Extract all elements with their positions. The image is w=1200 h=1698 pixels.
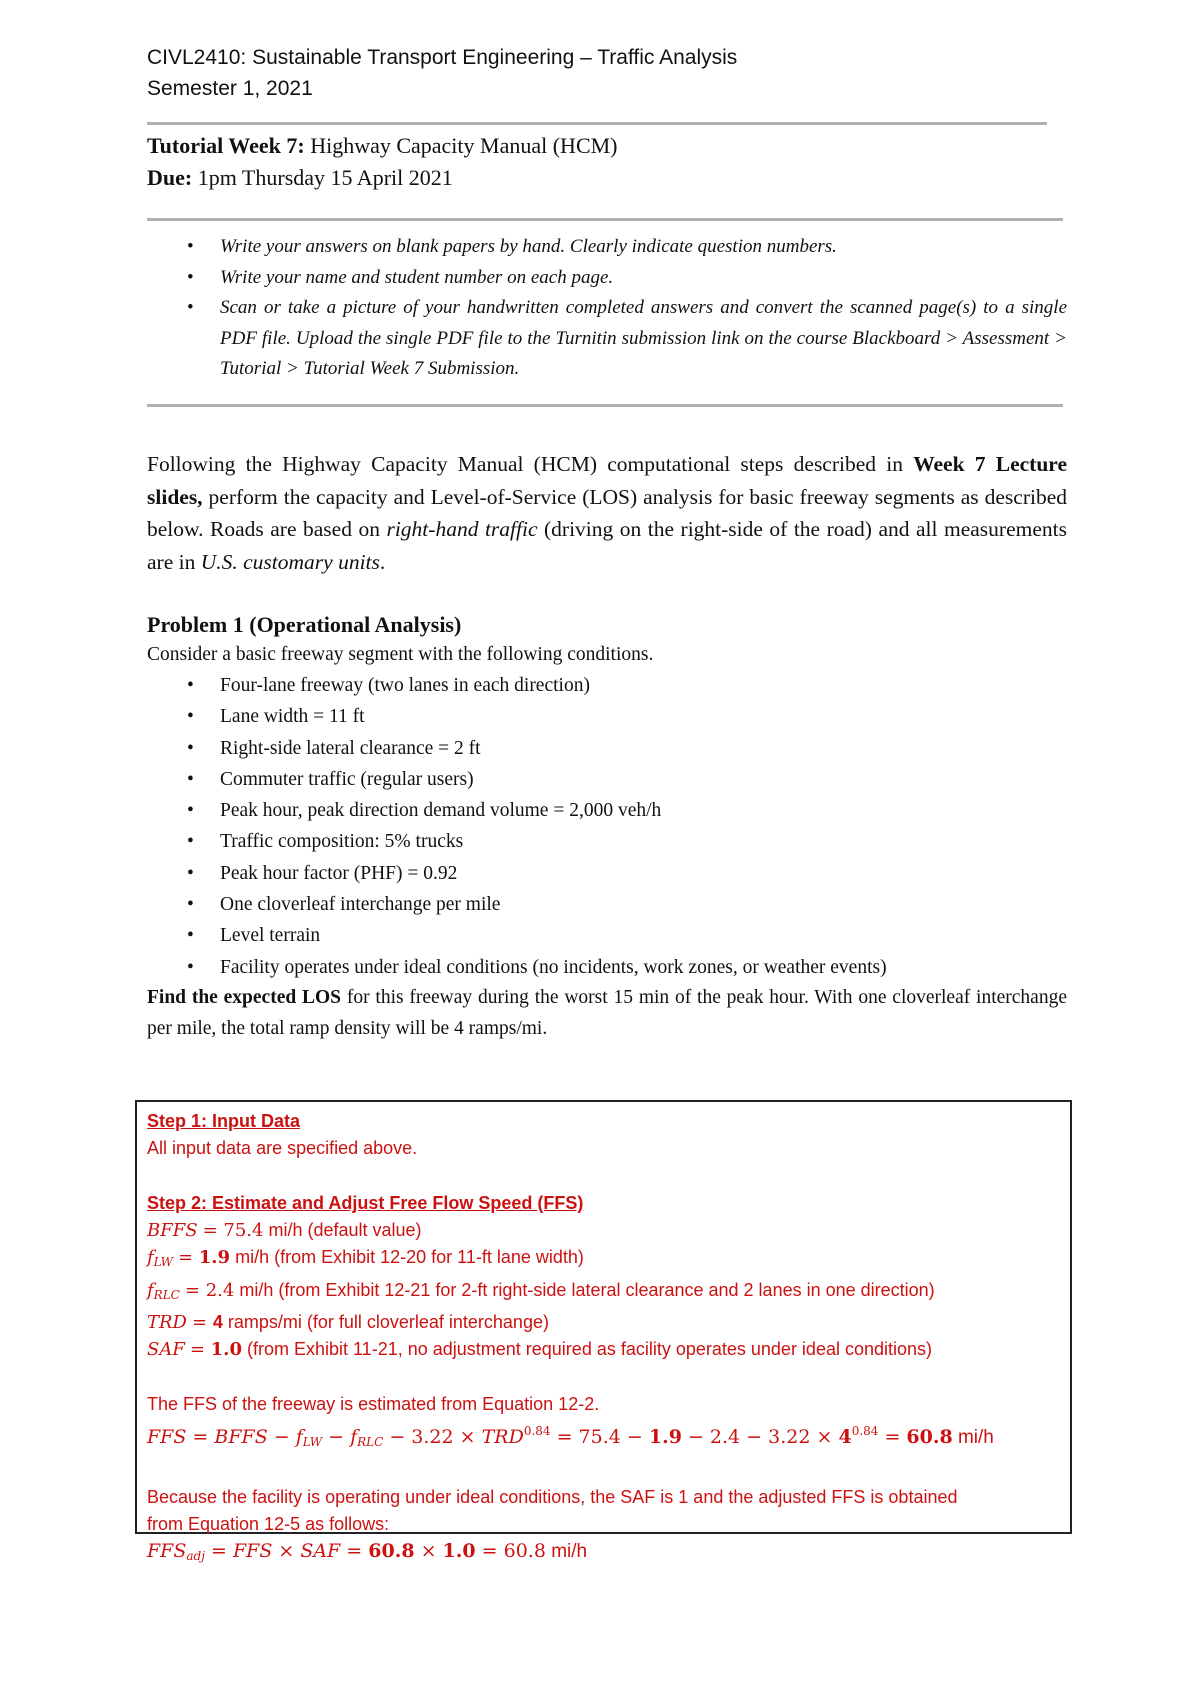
saf-note: (from Exhibit 11-21, no adjustment required as facility operates under ideal conditions) bbox=[241, 1339, 933, 1360]
ffs-unit: mi/h bbox=[952, 1427, 994, 1449]
conditions-list bbox=[147, 670, 1067, 983]
divider-instructions-bottom bbox=[147, 404, 1063, 407]
condition-item: • Facility operates under ideal conditions (no incidents, work zones, or weather events) bbox=[147, 952, 1067, 983]
condition-item: • Commuter traffic (regular users) bbox=[147, 764, 1067, 795]
course-title: CIVL2410: Sustainable Transport Engineering – Traffic Analysis bbox=[147, 46, 738, 69]
tutorial-block bbox=[147, 130, 618, 194]
saf-line: SAF = 1.0 (from Exhibit 11-21, no adjustment required as facility operates under ideal conditions) bbox=[147, 1339, 933, 1361]
due-date: Due: 1pm Thursday 15 April 2021 bbox=[147, 165, 453, 190]
bffs-line: BFFS = 75.4 mi/h (default value) bbox=[147, 1220, 422, 1242]
problem-lead: Consider a basic freeway segment with the following conditions. bbox=[147, 644, 654, 665]
step1-heading: Step 1: Input Data bbox=[147, 1111, 301, 1131]
saf-value: 1.0 bbox=[210, 1339, 242, 1361]
condition-item: • Level terrain bbox=[147, 920, 1067, 951]
condition-item: • Peak hour factor (PHF) = 0.92 bbox=[147, 858, 1067, 889]
semester: Semester 1, 2021 bbox=[147, 77, 313, 100]
tutorial-title: Tutorial Week 7: Highway Capacity Manual (HCM) bbox=[147, 133, 618, 158]
step1-text: All input data are specified above. bbox=[147, 1138, 418, 1159]
course-header bbox=[147, 42, 737, 104]
condition-item: • Four-lane freeway (two lanes in each direction) bbox=[147, 670, 1067, 701]
intro-paragraph: Following the Highway Capacity Manual (HCM) computational steps described in Week 7 Lecture slides, perform the capacity and Level-of-Service (LOS) analysis for basic freeway segments as described below. Roads are based on right-hand traffic (driving on the right-side of the road) and all measurements are in U.S. customary units. bbox=[147, 452, 1067, 574]
solution-box bbox=[135, 1100, 1072, 1564]
step2-heading: Step 2: Estimate and Adjust Free Flow Speed (FFS) bbox=[147, 1192, 584, 1213]
flw-value: 1.9 bbox=[198, 1247, 231, 1269]
ffs-intro: The FFS of the freeway is estimated from Equation 12-2. bbox=[147, 1393, 600, 1414]
adj-equation: $FFS_{adj}$ = FFS × SAF = 60.8 × 1.0 = 60.8 mi/h bbox=[147, 1540, 588, 1564]
frlc-note: mi/h (from Exhibit 12-21 for 2-ft right-side lateral clearance and 2 lanes in one direction) bbox=[234, 1279, 935, 1300]
condition-item: • Peak hour, peak direction demand volume = 2,000 veh/h bbox=[147, 795, 1067, 826]
divider-top bbox=[147, 122, 1047, 125]
instruction-item: • Write your name and student number on each page. bbox=[147, 263, 1067, 294]
bffs-note: mi/h (default value) bbox=[263, 1220, 422, 1241]
problem-title: Problem 1 (Operational Analysis) bbox=[147, 612, 462, 637]
divider-instructions-top bbox=[147, 218, 1063, 221]
condition-item: • Right-side lateral clearance = 2 ft bbox=[147, 733, 1067, 764]
flw-line: $f_{LW} = 1.9$ mi/h (from Exhibit 12-20 for 11-ft lane width) bbox=[147, 1247, 584, 1270]
condition-item: • Traffic composition: 5% trucks bbox=[147, 826, 1067, 857]
frlc-value: 2.4 bbox=[205, 1279, 235, 1301]
find-statement: Find the expected LOS for this freeway during the worst 15 min of the peak hour. With one cloverleaf interchange per mile, the total ramp density will be 4 ramps/mi. bbox=[147, 987, 1067, 1039]
frlc-line: $f_{RLC} = 2.4$ mi/h (from Exhibit 12-21 for 2-ft right-side lateral clearance and 2 lanes in one direction) bbox=[147, 1279, 935, 1302]
adj-intro-2: from Equation 12-5 as follows: bbox=[147, 1514, 390, 1535]
instruction-item: • Scan or take a picture of your handwritten completed answers and convert the scanned page(s) to a single PDF file. Upload the single PDF file to the Turnitin submission link on the course Blackboard > Assessment > Tutorial > Tutorial Week 7 Submission. bbox=[147, 293, 1067, 385]
ffs-equation: FFS = BFFS − $f_{LW} - f_{RLC} - 3.22 \times TRD^{0.84} = 75.4 - 1.9 - 2.4 - 3.22 \times 4^{0.84} = 60.8$ mi/h bbox=[147, 1424, 994, 1450]
bffs-value: 75.4 bbox=[223, 1220, 264, 1242]
trd-line: TRD = 4 ramps/mi (for full cloverleaf interchange) bbox=[147, 1312, 549, 1334]
adj-result: 60.8 bbox=[503, 1540, 546, 1563]
instructions-list bbox=[147, 232, 1067, 385]
adj-unit: mi/h bbox=[545, 1541, 588, 1563]
condition-item: • One cloverleaf interchange per mile bbox=[147, 889, 1067, 920]
ffs-result: 60.8 bbox=[906, 1426, 953, 1449]
adj-intro-1: Because the facility is operating under ideal conditions, the SAF is 1 and the adjusted FFS is obtained bbox=[147, 1486, 958, 1507]
trd-note: ramps/mi (for full cloverleaf interchange) bbox=[222, 1312, 549, 1333]
trd-value: 4 bbox=[212, 1312, 223, 1333]
flw-note: mi/h (from Exhibit 12-20 for 11-ft lane width) bbox=[230, 1247, 584, 1268]
instruction-item: • Write your answers on blank papers by hand. Clearly indicate question numbers. bbox=[147, 232, 1067, 263]
condition-item: • Lane width = 11 ft bbox=[147, 701, 1067, 732]
